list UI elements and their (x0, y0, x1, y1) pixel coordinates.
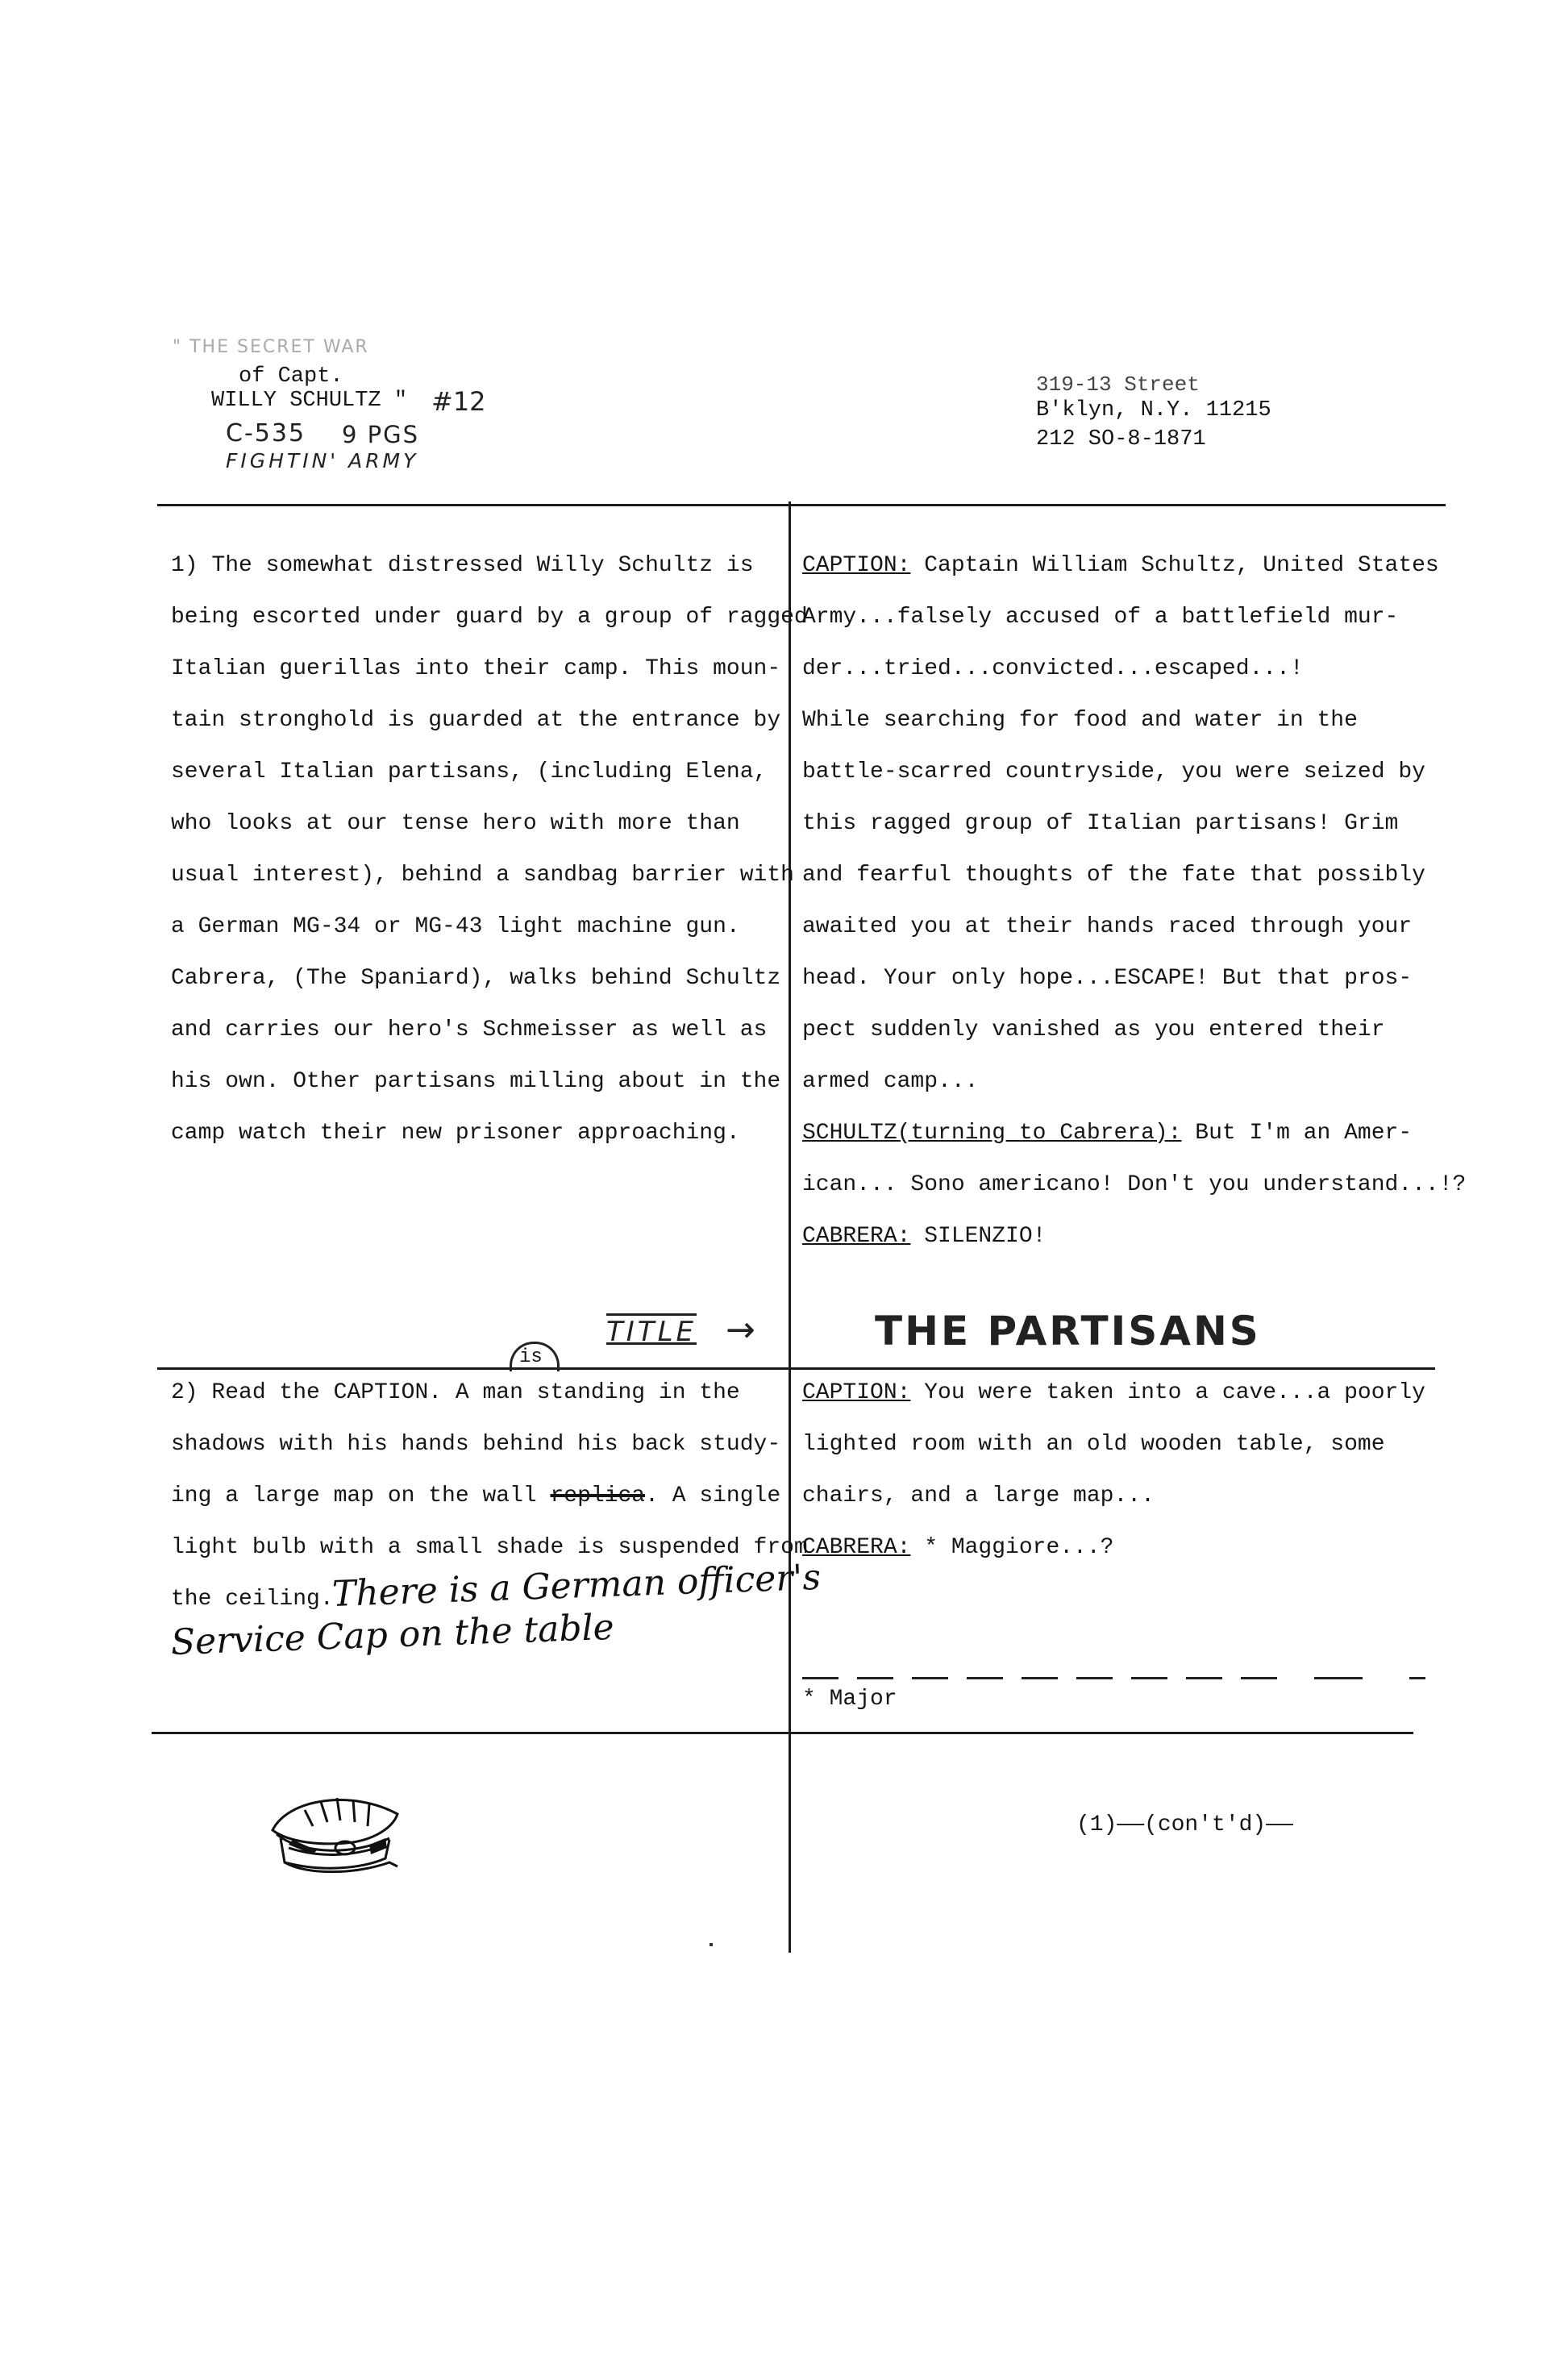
title-willy-schultz: WILLY SCHULTZ " (211, 389, 408, 413)
cabrera-dialogue (802, 1211, 1466, 1263)
note-pages: 9 PGS (342, 421, 420, 448)
schultz-label: SCHULTZ(turning to Cabrera): (802, 1121, 1182, 1146)
caption-line: armed camp... (802, 1069, 979, 1094)
title-of-capt: of Capt. (239, 364, 343, 389)
panel1-line: tain stronghold is guarded at the entrance by (171, 708, 781, 733)
handwritten-note-line1: There is a German officer's (331, 1556, 822, 1615)
caption-first-line (802, 1367, 1425, 1419)
struck-word: replica (550, 1483, 646, 1508)
note-series: FIGHTIN' ARMY (226, 449, 419, 472)
caption-line: and fearful thoughts of the fate that possibly (802, 863, 1425, 888)
stray-mark (710, 1943, 713, 1946)
continued-note: (1)——(con't'd)—— (1076, 1812, 1293, 1837)
caption-line: der...tried...convicted...escaped...! (802, 656, 1304, 681)
footnote: * Major (802, 1687, 897, 1712)
panel1-line: camp watch their new prisoner approaching. (171, 1121, 740, 1146)
cabrera-dialogue (802, 1522, 1425, 1574)
caption-line: awaited you at their hands raced through your (802, 914, 1413, 939)
schultz-dialogue-cont: ican... Sono americano! Don't you understand...!? (802, 1172, 1467, 1197)
caption-text: Captain William Schultz, United States (910, 553, 1439, 578)
panel2-line: 2) Read the CAPTION. A man standing in the (171, 1380, 740, 1405)
caption-line: battle-scarred countryside, you were seized by (802, 759, 1425, 784)
cabrera-text: * Maggiore...? (910, 1535, 1114, 1560)
caption-label: CAPTION: (802, 1380, 911, 1405)
handwritten-note-line2: Service Cap on the table (170, 1606, 615, 1663)
panel2-line: shadows with his hands behind his back study- (171, 1432, 781, 1457)
faded-title: " THE SECRET WAR (173, 337, 369, 357)
schultz-text: But I'm an Amer- (1181, 1121, 1413, 1146)
issue-number: #12 (431, 386, 486, 417)
address-phone: 212 SO-8-1871 (1036, 427, 1206, 451)
caption-line: head. Your only hope...ESCAPE! But that pros- (802, 966, 1413, 991)
panel1-line: and carries our hero's Schmeisser as well as (171, 1017, 768, 1042)
panel1-line: a German MG-34 or MG-43 light machine gun. (171, 914, 740, 939)
insertion-word: is (519, 1346, 543, 1368)
officer-service-cap-sketch-icon (256, 1782, 410, 1879)
caption-label: CAPTION: (802, 553, 911, 578)
panel1-line: usual interest), behind a sandbag barrier with (171, 863, 794, 888)
panel2-line: ing a large map on the wall replica. A single (171, 1483, 781, 1508)
caption-line: lighted room with an old wooden table, some (802, 1432, 1385, 1457)
panel1-line: 1) The somewhat distressed Willy Schultz is (171, 553, 754, 578)
cabrera-text: SILENZIO! (910, 1224, 1047, 1249)
panel1-line: Italian guerillas into their camp. This moun- (171, 656, 781, 681)
panel1-line: Cabrera, (The Spaniard), walks behind Schultz (171, 966, 781, 991)
schultz-dialogue (802, 1108, 1466, 1159)
top-rule (157, 504, 1446, 506)
caption-line: this ragged group of Italian partisans! Grim (802, 811, 1399, 836)
caption-line: Army...falsely accused of a battlefield mur- (802, 605, 1399, 630)
panel2-line: the ceiling. (171, 1587, 334, 1612)
caption-text: You were taken into a cave...a poorly (910, 1380, 1425, 1405)
caption-line: chairs, and a large map... (802, 1483, 1155, 1508)
panel1-line: who looks at our tense hero with more than (171, 811, 740, 836)
bottom-rule (152, 1732, 1413, 1734)
title-note-label: TITLE (606, 1316, 697, 1348)
note-code: C-535 (226, 419, 306, 447)
address-street: 319-13 Street (1036, 372, 1200, 397)
panel1-line: several Italian partisans, (including Elena, (171, 759, 768, 784)
caption-first-line (802, 540, 1466, 592)
story-title: THE PARTISANS (875, 1308, 1261, 1354)
cabrera-label: CABRERA: (802, 1224, 911, 1249)
panel1-line: his own. Other partisans milling about in the (171, 1069, 781, 1094)
panel1-caption (802, 540, 1466, 1263)
panel2-caption (802, 1367, 1425, 1574)
address-city: B'klyn, N.Y. 11215 (1036, 398, 1271, 422)
title-arrow-icon: → (726, 1309, 755, 1350)
cabrera-label: CABRERA: (802, 1535, 911, 1560)
panel2-line: light bulb with a small shade is suspended from (171, 1535, 808, 1560)
panel1-description (171, 540, 808, 1159)
caption-line: pect suddenly vanished as you entered their (802, 1017, 1385, 1042)
caption-line: While searching for food and water in the (802, 708, 1358, 733)
panel1-line: being escorted under guard by a group of ragged (171, 605, 808, 630)
